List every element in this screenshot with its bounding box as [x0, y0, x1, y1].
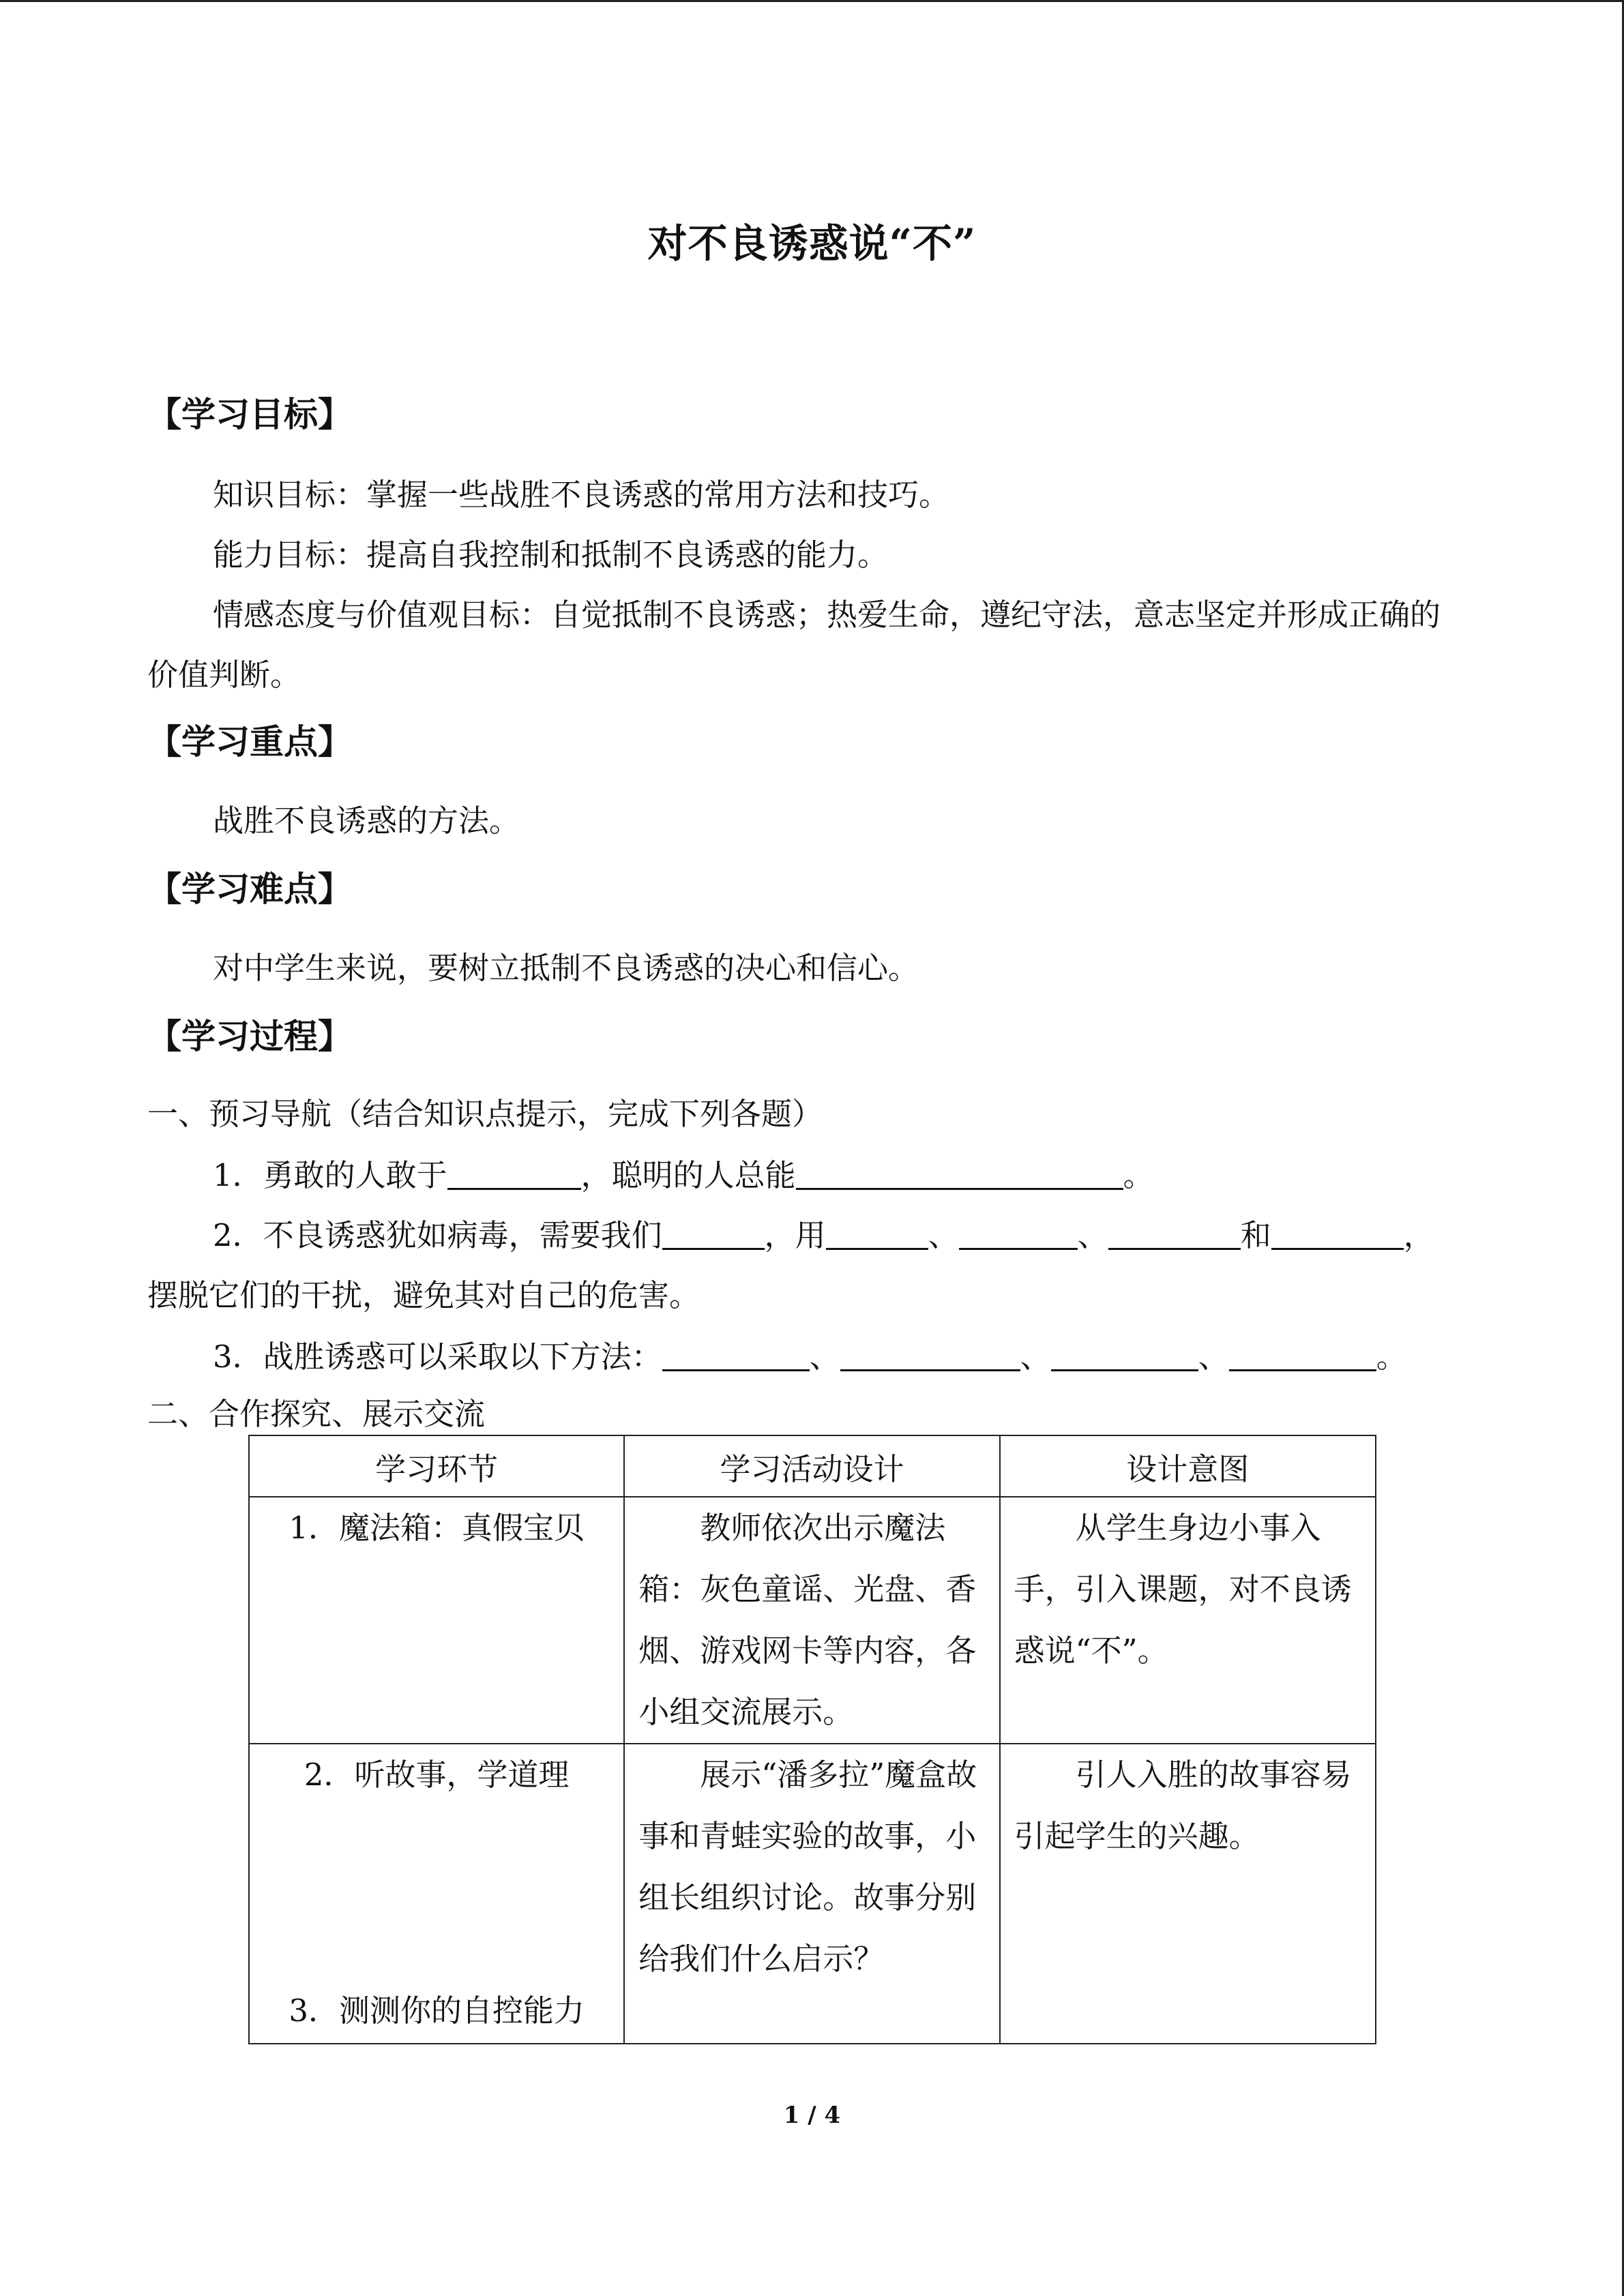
- table-header-row: [249, 1435, 1376, 1497]
- preview-heading: 一、预习导航（结合知识点提示，完成下列各题）: [147, 1096, 823, 1132]
- q3-blank-1[interactable]: [662, 1339, 810, 1371]
- page-border-top: [0, 0, 1624, 2]
- q1-blank-1[interactable]: [447, 1158, 581, 1190]
- learning-process-table: [248, 1435, 1376, 2044]
- q1-blank-2[interactable]: [796, 1158, 1123, 1190]
- q2-text-b: ，用: [764, 1217, 826, 1253]
- row2-stage-title: 2．听故事，学道理: [304, 1757, 570, 1793]
- header-activity: 学习活动设计: [624, 1435, 999, 1497]
- row2-intent: 引人入胜的故事容易引起学生的兴趣。: [1000, 1744, 1376, 2044]
- q3-text-e: 。: [1376, 1339, 1407, 1375]
- question-3: [147, 1327, 1457, 1387]
- difficulties-heading: 【学习难点】: [147, 869, 352, 909]
- ability-objective: 能力目标：提高自我控制和抵制不良诱惑的能力。: [213, 537, 889, 573]
- q2-text-e: 和: [1240, 1217, 1271, 1253]
- objectives-heading: 【学习目标】: [147, 394, 352, 434]
- q2-blank-1[interactable]: [662, 1218, 765, 1250]
- header-intent: 设计意图: [1000, 1435, 1376, 1497]
- q3-text-b: 、: [809, 1339, 840, 1375]
- emotion-objective: 情感态度与价值观目标：自觉抵制不良诱惑；热爱生命，遵纪守法，意志坚定并形成正确的价值判断。: [147, 597, 1441, 693]
- table-row: [249, 1497, 1376, 1744]
- row1-activity: 教师依次出示魔法箱：灰色童谣、光盘、香烟、游戏网卡等内容，各小组交流展示。: [624, 1497, 999, 1744]
- q3-text-a: 3．战胜诱惑可以采取以下方法：: [213, 1339, 662, 1375]
- document-title: 对不良诱惑说“不”: [647, 220, 977, 267]
- knowledge-objective: 知识目标：掌握一些战胜不良诱惑的常用方法和技巧。: [213, 477, 950, 513]
- q2-text-c: 、: [928, 1217, 959, 1253]
- row1-intent: 从学生身边小事入手，引入课题，对不良诱惑说“不”。: [1000, 1497, 1376, 1744]
- q1-text-b: ，聪明的人总能: [580, 1157, 796, 1193]
- q3-blank-2[interactable]: [840, 1339, 1020, 1371]
- q2-text-f: ，摆脱它们的干扰，避免其对自己的危害。: [147, 1217, 1434, 1313]
- question-1: [147, 1146, 1457, 1206]
- q3-blank-4[interactable]: [1229, 1339, 1376, 1371]
- q3-text-c: 、: [1020, 1339, 1051, 1375]
- key-points-text: 战胜不良诱惑的方法。: [213, 803, 520, 839]
- difficulties-text: 对中学生来说，要树立抵制不良诱惑的决心和信心。: [213, 950, 919, 986]
- q2-blank-5[interactable]: [1271, 1218, 1404, 1250]
- table-row: [249, 1744, 1376, 2044]
- q3-text-d: 、: [1198, 1339, 1229, 1375]
- row1-stage: 1．魔法箱：真假宝贝: [249, 1497, 624, 1744]
- row2-stage-extra: 3．测测你的自控能力: [289, 1993, 585, 2029]
- row2-activity: 展示“潘多拉”魔盒故事和青蛙实验的故事，小组长组织讨论。故事分别给我们什么启示？: [624, 1744, 999, 2044]
- key-points-heading: 【学习重点】: [147, 721, 352, 762]
- q2-text-a: 2．不良诱惑犹如病毒，需要我们: [213, 1217, 662, 1253]
- row2-stage: [249, 1744, 624, 2044]
- q2-blank-2[interactable]: [826, 1218, 928, 1250]
- row2-stage-wrapper: [263, 1744, 610, 2042]
- q1-text-c: 。: [1123, 1157, 1154, 1193]
- cooperation-heading: 二、合作探究、展示交流: [147, 1396, 486, 1432]
- question-2: [147, 1206, 1457, 1326]
- q3-blank-3[interactable]: [1051, 1339, 1198, 1371]
- process-heading: 【学习过程】: [147, 1016, 352, 1056]
- q2-blank-4[interactable]: [1108, 1218, 1241, 1250]
- header-stage: 学习环节: [249, 1435, 624, 1497]
- q2-blank-3[interactable]: [959, 1218, 1078, 1250]
- q2-text-d: 、: [1077, 1217, 1108, 1253]
- page-number: 1 / 4: [783, 2102, 841, 2129]
- q1-text-a: 1．勇敢的人敢于: [213, 1157, 447, 1193]
